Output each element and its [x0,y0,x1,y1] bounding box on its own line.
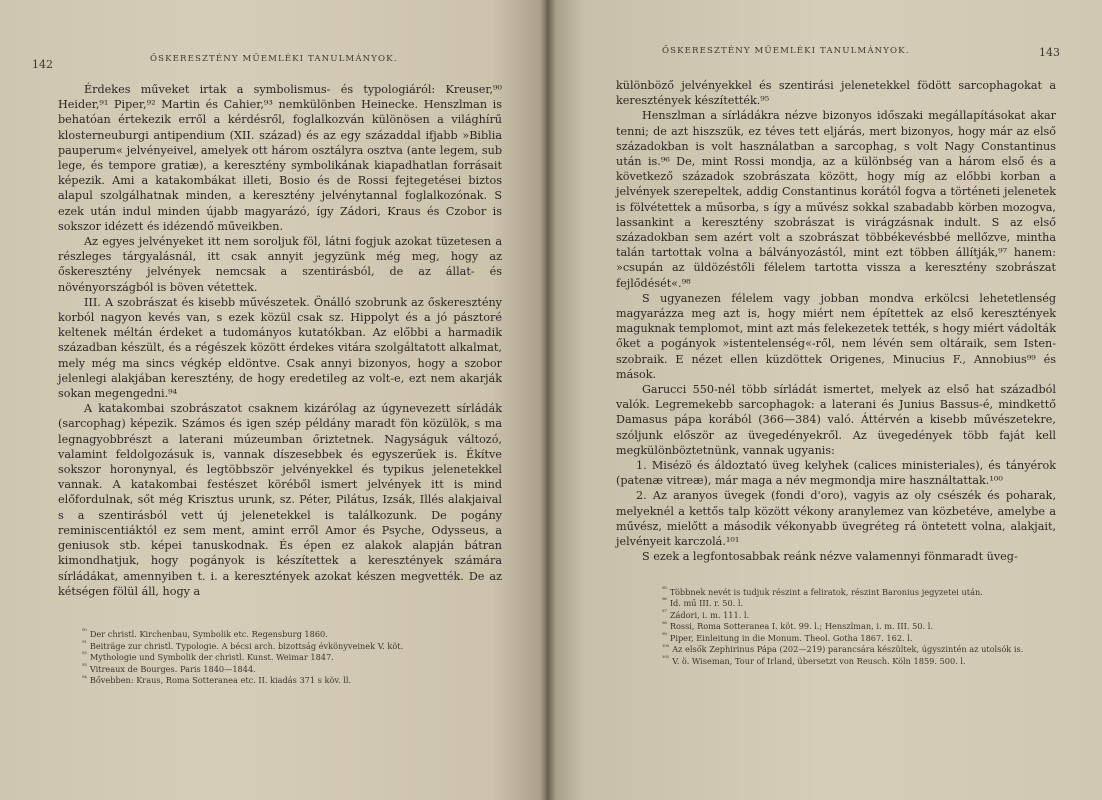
left-paragraph-1: Érdekes műveket irtak a symbolismus- és typologiáról: Kreuser,⁹⁰ Heider,⁹¹ Piper,⁹² Martin és Cahier,⁹³ nemkülönben Heinecke. Henszlman is behatóan értekezik erről a kérdésről, foglalkozván különösen a világhírű klosterneuburgi antipendium (XII. század) és az egy századdal ifjabb »Biblia pauperum« jelvényeivel, amelyek ott három osztályra osztva (ante legem, sub lege, és tempore gratiæ), a keresztény symbolikának kiapadhatlan forrásait képezik. Ami a katakombákat illeti, Bosio és de Rossi fejtegetései biztos alapul szolgálhatnak minden, a keresztény jelvénytannal foglalkozónak. S ezek után indul minden újabb magyarázó, így Zádori, Kraus és Czobor is sokszor idézett és idézendő műveikben. [58,83,502,233]
left-page [0,0,546,800]
footnote-text: Zádori, i. m. 111. l. [669,609,750,620]
right-footnotes [616,587,1056,668]
left-footnotes [58,629,502,687]
right-running-title: ŐSKERESZTÉNY MŰEMLÉKI TANULMÁNYOK. [662,46,910,56]
footnote-text: Az elsők Zephirinus Pápa (202—219) parancsára készültek, úgyszintén az utolsók is. [672,644,1024,655]
right-running-head [616,46,1060,68]
right-paragraph-5: S ezek a legfontosabbak reánk nézve valamennyi fönmaradt üveg- [642,550,1018,564]
footnote-text: Rossi, Roma Sotteranea I. köt. 99. l.; Henszlman, i. m. III. 50. l. [669,621,933,632]
footnote-number: ⁹² [82,651,87,659]
right-page [546,0,1102,800]
right-body-text [616,78,1056,565]
right-page-number: 143 [1039,46,1060,59]
footnote-text: V. ö. Wiseman, Tour of Irland, übersetzt von Reusch. Köln 1859. 500. l. [672,656,966,667]
right-paragraph-4: Garucci 550-nél több sírládát ismertet, melyek az első hat századból valók. Legremekebb sarcophagok: a laterani és Junius Bassus-é, mindkettő Damasus pápa korából (366—384) való. Áttérvén a kisebb művészetekre, szóljunk először az üvegedényekről. Az üvegedények több faját kell megkülönböztetnünk, vannak ugyanis: [616,383,1056,457]
footnote-number: ¹⁰⁰ [662,643,670,651]
footnote-text: Id. mű III. r. 50. l. [669,598,744,609]
footnote-number: ⁹³ [82,662,87,670]
footnote-text: Többnek nevét is tudjuk részint a feliratok, részint Baronius jegyzetei után. [669,586,983,597]
footnote-text: Mythologie und Symbolik der christl. Kunst. Weimar 1847. [89,652,334,663]
footnote-number: ⁹⁷ [662,608,667,616]
right-list-item-1: 1. Misézö és áldoztató üveg kelyhek (calices ministeriales), és tányérok (patenæ vitreæ), már maga a név megmondja mire használtattak.¹⁰⁰ [616,459,1056,488]
footnote-number: ¹⁰¹ [662,655,670,663]
footnote-text: Bővebben: Kraus, Roma Sotteranea etc. II. kiadás 371 s köv. ll. [89,675,352,686]
footnote-number: ⁹¹ [82,639,87,647]
right-paragraph-2: Henszlman a sírládákra nézve bizonyos időszaki megállapításokat akar tenni; de azt hiszszük, ez téves tett eljárás, mert bizonyos, hogy már az első századokban is volt használatban a sarcophag, s volt Nagy Constantinus után is.⁹⁶ De, mint Rossi mondja, az a különbség van a három első és a következő századok szobrászata között, hogy míg az előbbi korban a jelvények szerepeltek, addig Constantinus korától fogva a történeti jelenetek is fölvétettek a műsorba, s így a művész sokkal szabadabb körben mozogva, lassankint a keresztény szobrászat is virágzásnak indult. S az első századokban sem azért volt a szobrászat többékevésbbé mellőzve, mintha talán tartottak volna a bálványozástól, mint ezt többen állítják,⁹⁷ hanem: »csupán az üldözéstőli félelem tartotta vissza a keresztény szobrászat fejlődését«.⁹⁸ [616,109,1056,290]
footnote-text: Beiträge zur christl. Typologie. A bécsi arch. bizottság évkönyveinek V. köt. [89,640,404,651]
footnote-number: ⁹⁵ [662,585,667,593]
footnote [662,621,1056,633]
footnote-number: ⁹⁰ [82,628,87,636]
footnote-number: ⁹⁴ [82,674,87,682]
footnote [662,633,1056,645]
left-paragraph-2: Az egyes jelvényeket itt nem soroljuk föl, látni fogjuk azokat tüzetesen a részleges tárgyalásnál, itt csak annyit jegyzünk még meg, hogy az őskeresztény jelvények nemcsak a szentirásból, de az állat- és növényországból is böven vétettek. [58,235,502,294]
footnote-number: ⁹⁹ [662,632,667,640]
left-page-number: 142 [32,58,53,71]
footnote [662,587,1056,599]
footnote-text: Der christl. Kirchenbau, Symbolik etc. Regensburg 1860. [89,628,328,639]
footnote-number: ⁹⁶ [662,597,667,605]
footnote [662,598,1056,610]
right-paragraph-1: különböző jelvényekkel és szentirási jelenetekkel födött sarcophagokat a keresztények készítették.⁹⁵ [616,79,1056,108]
footnote [82,641,502,653]
footnote [82,652,502,664]
footnote [662,656,1056,668]
footnote [82,629,502,641]
left-paragraph-4: A katakombai szobrászatot csaknem kizárólag az úgynevezett sírládák (sarcophag) képezik. Számos és igen szép példány maradt fön közülök, s ma legnagyobbrészt a laterani múzeumban őriztetnek. Nagyságuk változó, valamint feldolgozásuk is, vannak díszesebbek és egyszerűek is. Ékítve sokszor horonynyal, és legtöbbször jelvényekkel és typikus jelenetekkel vannak. A katakombai festészet köréből ismert jelvények itt is mind előfordulnak, sőt még Krisztus urunk, sz. Péter, Pilátus, Izsák, Illés alakjaival s a szentirásból vett új jelenetekkel is találkozunk. De pogány reminiscentiáktól ez sem ment, amint erről Amor és Psyche, Odysseus, a geniusok stb. képei tanuskodnak. És épen ez alakok alapján bátran kimondhatjuk, hogy pogányok is készítettek a keresztények számára sírládákat, amennyiben t. i. a keresztények azokat készen megvették. De az kétségen fölül áll, hogy a [58,402,502,598]
footnote [662,610,1056,622]
footnote [82,675,502,687]
right-paragraph-3: S ugyanezen félelem vagy jobban mondva erkölcsi lehetetlenség magyarázza meg azt is, hogy miért nem építettek az első keresztények maguknak templomot, mint azt más felekezetek tették, s hogy miért vádolták őket a pogányok »istentelenség«-ről, nem lévén sem oltáraik, sem Isten-szobraik. E nézet ellen küzdöttek Origenes, Minucius F., Annobius⁹⁹ és mások. [616,291,1056,381]
footnote [662,644,1056,656]
footnote-text: Vitreaux de Bourges. Paris 1840—1844. [89,663,256,674]
left-paragraph-3: III. A szobrászat és kisebb művészetek. Önálló szobrunk az őskeresztény korból nagyon kevés van, s ezek közül csak sz. Hippolyt és a jó pásztoré keltenek méltán érdeket a tudományos kutatókban. Az előbbi a harmadik században készült, és a régészek között érdekes vitára szolgáltatott alkalmat, mely még ma sincs végkép eldöntve. Csak annyi bizonyos, hogy a szobor jelenlegi alakjában keresztény, de hogy eredetileg az volt-e, ezt nem akarják sokan megengedni.⁹⁴ [58,295,502,401]
right-list-item-2: 2. Az aranyos üvegek (fondi d'oro), vagyis az oly csészék és poharak, melyeknél a kettős talp között vékony aranylemez van közbetéve, amelybe a művész, mielőtt a második vékonyabb üvegréteg rá öntetett volna, alakjait, jelvényeit karczolá.¹⁰¹ [616,489,1056,549]
left-running-head [32,50,502,72]
footnote [82,664,502,676]
left-body-text [58,82,502,599]
left-running-title: ŐSKERESZTÉNY MŰEMLÉKI TANULMÁNYOK. [150,54,398,64]
footnote-number: ⁹⁸ [662,620,667,628]
footnote-text: Piper, Einleitung in die Monum. Theol. Gotha 1867. 162. l. [669,632,913,643]
